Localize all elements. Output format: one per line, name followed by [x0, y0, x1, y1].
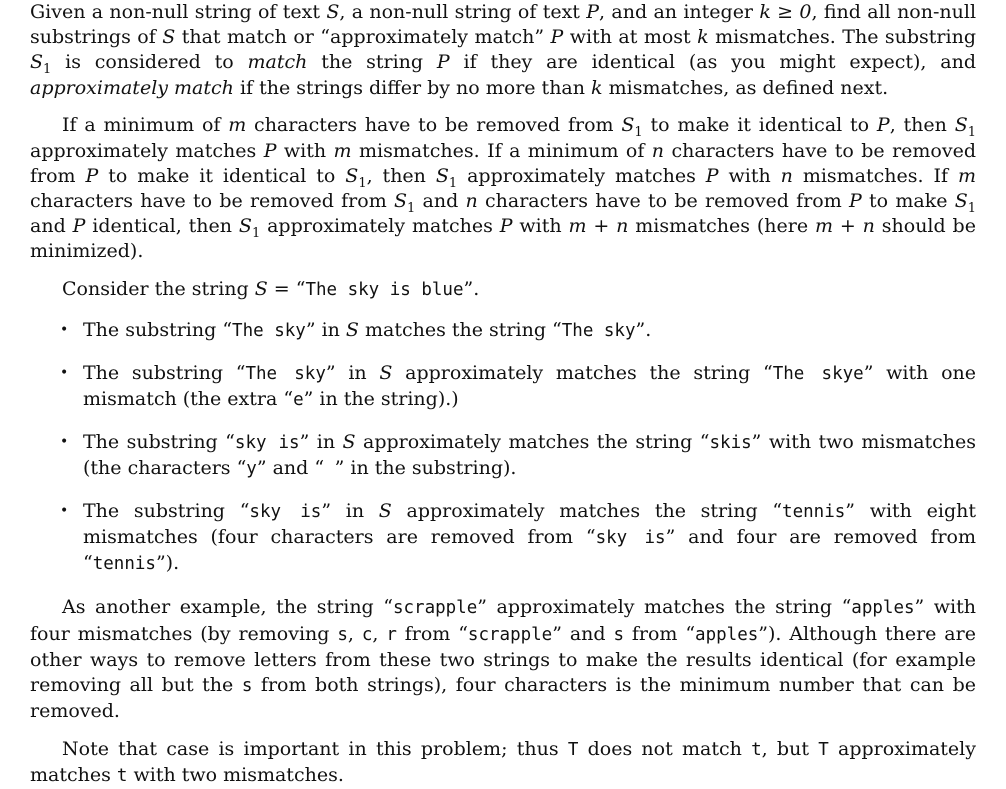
- text: The substring “: [83, 499, 250, 522]
- bullet-icon: •: [60, 502, 69, 519]
- text: if they are identical (as you might expect), and: [449, 51, 976, 74]
- text: from “: [623, 622, 696, 645]
- text: Consider the string: [62, 278, 255, 301]
- text: ” in: [305, 319, 346, 342]
- text: As another example, the string “: [62, 596, 393, 619]
- subscript: 1: [967, 125, 977, 141]
- math-var: P: [436, 51, 450, 74]
- text: ” and: [552, 622, 614, 645]
- math-var: S: [326, 1, 340, 23]
- code-string: [324, 459, 335, 479]
- code-string: s: [613, 624, 624, 645]
- math-var: P: [263, 139, 277, 162]
- math-var: S: [342, 430, 356, 453]
- emphasis: approximately match: [30, 76, 234, 99]
- code-string: scrapple: [392, 598, 478, 619]
- math-var: P: [85, 164, 99, 187]
- text: characters have to be removed from: [477, 189, 849, 212]
- code-string: apples: [695, 624, 759, 645]
- text: = “: [267, 278, 306, 301]
- math-var: n: [465, 189, 478, 212]
- math-var: S: [254, 278, 268, 301]
- math-var: P: [550, 26, 564, 49]
- code-string: T: [567, 739, 579, 760]
- math-var: m: [228, 114, 247, 137]
- code-string: The sky: [232, 321, 306, 342]
- math-expr: m + n: [568, 215, 629, 238]
- text: ”). Although there are other ways to remove letters from these two strings to make the results identical (for example removing all but the: [30, 622, 976, 696]
- text: with at most: [563, 26, 698, 49]
- code-string: scrapple: [467, 624, 553, 645]
- code-string: tennis: [92, 554, 156, 575]
- text: The substring “: [83, 430, 235, 453]
- text: mismatches. If a minimum of: [351, 139, 652, 162]
- text: Note that case is important in this problem; thus: [62, 737, 568, 760]
- text: ” with one mismatch (the extra “: [83, 361, 976, 411]
- text: ” in the string).): [303, 388, 459, 411]
- list-item: [30, 361, 976, 413]
- math-var: S: [435, 164, 449, 187]
- text: and: [415, 189, 466, 212]
- text: characters have to be removed from: [30, 189, 394, 212]
- text: ”.: [463, 278, 480, 301]
- text: from “: [396, 622, 468, 645]
- text: with: [276, 139, 334, 162]
- paragraph-case-note: [30, 737, 976, 789]
- text: , then: [366, 164, 436, 187]
- text: ”.: [635, 319, 652, 342]
- code-string: y: [246, 459, 257, 480]
- text: The substring “: [83, 361, 246, 384]
- math-var: S: [30, 51, 44, 74]
- emphasis: match: [247, 51, 308, 74]
- math-var: P: [72, 215, 86, 238]
- math-expr: m + n: [814, 215, 875, 238]
- code-string: t: [751, 739, 762, 760]
- math-var: m: [957, 164, 976, 187]
- text: ” with two mismatches (the characters “: [83, 430, 977, 480]
- text: should be minimized).: [30, 215, 976, 263]
- code-string: s: [241, 675, 253, 696]
- math-var: S: [162, 26, 176, 49]
- paragraph-scrapple-example: [30, 595, 976, 724]
- text: ” and four are removed from “: [83, 525, 977, 575]
- text: the string: [307, 51, 437, 74]
- math-var: S: [393, 189, 407, 212]
- math-var: S: [379, 361, 393, 384]
- text: ” with four mismatches (by removing: [30, 596, 976, 645]
- math-var: P: [848, 189, 862, 212]
- text: approximately matches the string “: [355, 430, 710, 453]
- text: mismatches, as defined next.: [602, 76, 889, 99]
- text: ”).: [155, 552, 180, 575]
- list-item: [30, 318, 976, 344]
- code-string: The sky is blue: [305, 280, 464, 301]
- text: approximately matches the string “: [391, 499, 783, 522]
- text: ” in: [299, 430, 343, 453]
- text: does not match: [578, 737, 752, 760]
- list-item: [30, 499, 976, 578]
- code-string: The sky: [245, 363, 326, 384]
- subscript: 1: [251, 225, 261, 241]
- text: , a non-null string of text: [339, 1, 587, 23]
- text: is considered to: [51, 51, 248, 74]
- text: ” in: [325, 361, 380, 384]
- text: to make it identical to: [642, 114, 877, 137]
- code-string: r: [386, 624, 397, 645]
- text: approximately matches: [30, 139, 264, 162]
- text: ,: [372, 622, 387, 645]
- text: , then: [889, 114, 955, 137]
- paragraph-mismatch-definition: [30, 113, 976, 264]
- text: and: [30, 215, 73, 238]
- code-string: tennis: [782, 501, 846, 522]
- math-var: P: [586, 1, 600, 23]
- subscript: 1: [448, 175, 458, 191]
- text: mismatches (here: [628, 215, 815, 238]
- math-var: n: [780, 164, 793, 187]
- text: with: [718, 164, 781, 187]
- math-expr: k ≥ 0: [759, 1, 812, 23]
- code-string: skis: [709, 432, 752, 453]
- code-string: apples: [851, 598, 915, 619]
- code-string: e: [293, 390, 304, 411]
- text: with two mismatches.: [127, 764, 344, 787]
- subscript: 1: [634, 125, 643, 141]
- math-var: k: [697, 26, 709, 49]
- subscript: 1: [407, 200, 416, 216]
- bullet-icon: •: [60, 433, 69, 450]
- text: to make: [861, 189, 955, 212]
- text: ” in the substring).: [334, 457, 517, 480]
- math-var: P: [499, 215, 513, 238]
- text: if the strings differ by no more than: [233, 76, 592, 99]
- code-string: T: [818, 739, 829, 760]
- text: ,: [347, 622, 362, 645]
- math-var: S: [345, 319, 359, 342]
- text: approximately matches the string “: [392, 361, 773, 384]
- text: with: [512, 215, 569, 238]
- code-string: c: [361, 624, 373, 645]
- code-string: The sky: [561, 321, 636, 342]
- text: ” and “: [256, 457, 325, 480]
- bullet-icon: •: [60, 364, 69, 381]
- math-var: S: [378, 499, 392, 522]
- text: , and an integer: [599, 1, 760, 23]
- paragraph-consider-string: [30, 277, 976, 303]
- text: Given a non-null string of text: [30, 1, 327, 23]
- text: , find all non-null substrings of: [30, 1, 977, 49]
- code-string: sky is: [595, 527, 666, 548]
- text: If a minimum of: [62, 114, 229, 137]
- code-string: s: [337, 624, 348, 645]
- text: , but: [761, 737, 819, 760]
- code-string: sky is: [234, 432, 300, 453]
- math-var: k: [591, 76, 603, 99]
- code-string: The skye: [772, 363, 864, 384]
- text: mismatches. If: [792, 164, 958, 187]
- math-var: S: [238, 215, 252, 238]
- math-var: m: [333, 139, 352, 162]
- math-var: n: [651, 139, 665, 162]
- math-var: P: [876, 114, 890, 137]
- subscript: 1: [967, 200, 977, 216]
- math-var: S: [954, 114, 968, 137]
- paragraph-problem-statement: [30, 0, 976, 101]
- subscript: 1: [358, 175, 367, 191]
- text: mismatches. The substring: [708, 26, 976, 49]
- math-var: S: [954, 189, 968, 212]
- text: approximately matches: [457, 164, 706, 187]
- examples-list: [30, 318, 976, 577]
- list-item: [30, 430, 976, 482]
- math-var: S: [621, 114, 635, 137]
- bullet-icon: •: [60, 322, 69, 339]
- text: approximately matches: [30, 737, 976, 787]
- code-string: t: [116, 766, 128, 787]
- text: characters have to be removed from: [30, 139, 976, 187]
- code-string: sky is: [249, 501, 322, 522]
- text: ” in: [321, 499, 379, 522]
- text: that match or “approximately match”: [175, 26, 551, 49]
- math-var: P: [705, 164, 719, 187]
- text: matches the string “: [358, 319, 562, 342]
- text: ” approximately matches the string “: [477, 596, 852, 619]
- text: characters have to be removed from: [246, 114, 622, 137]
- text: The substring “: [83, 319, 233, 342]
- text: ” with eight mismatches (four characters are removed from “: [83, 499, 976, 548]
- subscript: 1: [43, 62, 52, 78]
- text: identical, then: [85, 215, 239, 238]
- text: from both strings), four characters is the minimum number that can be removed.: [30, 673, 976, 723]
- math-var: S: [345, 164, 359, 187]
- text: to make it identical to: [98, 164, 346, 187]
- text: approximately matches: [260, 215, 500, 238]
